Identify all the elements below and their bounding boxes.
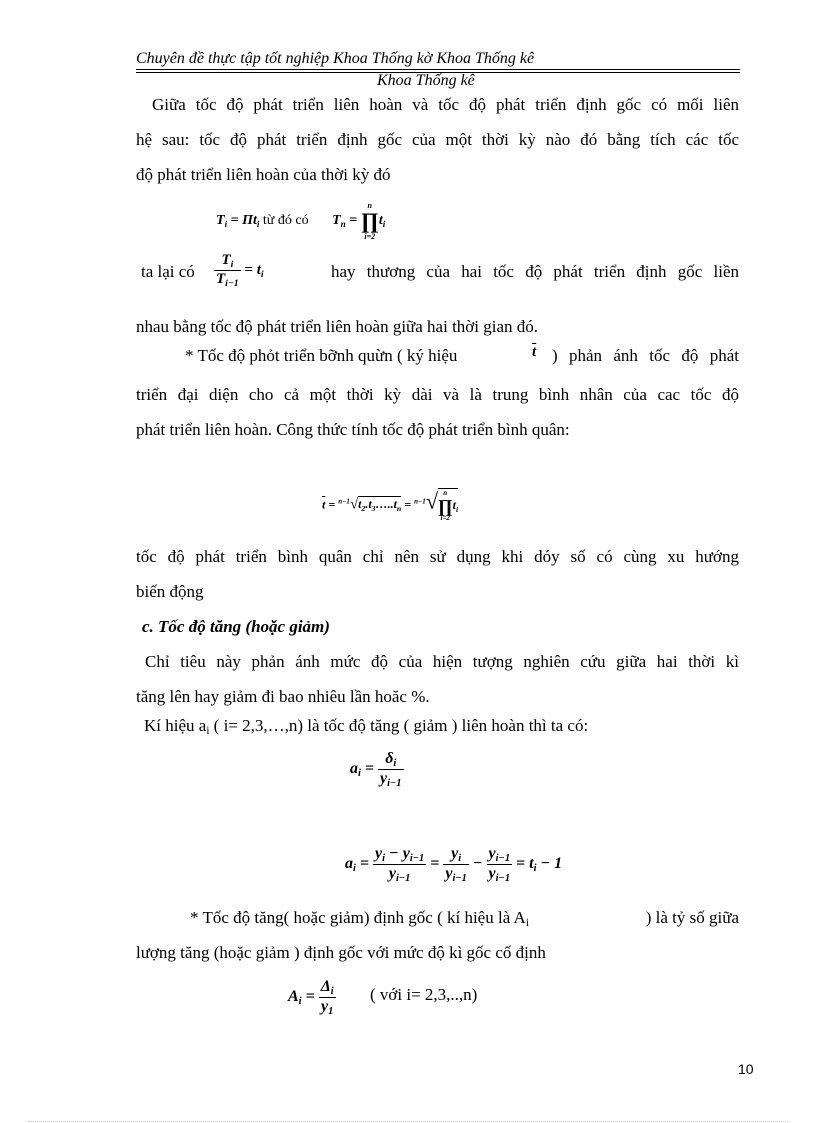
paragraph-7-line-1: * Tốc độ tăng( hoặc giảm) định gốc ( kí hiệu là $A_i$ ) là tỷ số giữa (190, 904, 739, 937)
paragraph-7-line-1b: ) là tỷ số giữa (645, 908, 739, 927)
header-line-2: Khoa Thống kê (377, 72, 475, 89)
paragraph-6: Kí hiệu $a_i$ ( i= 2,3,…,n) là tốc độ tăng ( giảm ) liên hoàn thì ta có: (144, 716, 589, 737)
header-rule-top (136, 69, 740, 70)
paragraph-6-b: ( i= 2,3,…,n) là tốc độ tăng ( giảm ) liên hoàn thì ta có: (213, 716, 589, 735)
paragraph-7-line-1a: * Tốc độ tăng( hoặc giảm) định gốc ( kí hiệu là A (190, 908, 526, 927)
formula-ai-expanded: $a_i$ = $\frac{y_i - y_{i-1}}{y_{i-1}}$ = $\frac{y_i}{y_{i-1}}$ − $\frac{y_{i-1}}{y_{i-1}}$ = $t_i - 1$ (345, 845, 563, 884)
paragraph-3-line-2: triển đại diện cho cả một thời kỳ dài và là trung bình nhân của cac tốc độ (136, 385, 739, 404)
formula-ratio-ti: $\frac{T_i}{T_{i-1}}$ = $t_i$ (216, 252, 264, 289)
formula-ai-delta: $a_i$ = $\frac{\delta_i}{y_{i-1}}$ (350, 750, 402, 789)
paragraph-5-line-1: Chỉ tiêu này phản ánh mức độ của hiện tượng nghiên cứu giữa hai thời kì (145, 652, 739, 671)
paragraph-5-line-2: tăng lên hay giảm đi bao nhiêu lần hoăc %. (136, 687, 430, 706)
paragraph-3-line-1a: * Tốc độ phỏt triển bỡnh quừn ( ký hiệu (185, 346, 458, 365)
formula-geometric-mean: $\overline{t}$ = $^{n-1}√t_2.t_3\dots..t_n = ^{n-1}√$ n ∏ i=2 $t_i$ (322, 488, 459, 522)
page-number: 10 (738, 1061, 754, 1077)
paragraph-1-line-3: độ phát triển liên hoàn của thời kỳ đó (136, 165, 391, 184)
paragraph-3-line-1b: ) phản ánh tốc độ phát (552, 346, 739, 365)
t-bar-symbol: $\overline{t}$ (532, 344, 537, 360)
paragraph-1-line-1: Giữa tốc độ phát triển liên hoàn và tốc độ phát triển định gốc có mối liên (152, 95, 739, 114)
formula-product-chain: $T_i = \Pi t_i$ từ đó có $T_n$ = n ∏ i=2 $t_i$ (216, 201, 386, 241)
paragraph-1-line-2: hệ sau: tốc độ phát triển định gốc của một thời kỳ nào đó bằng tích các tốc (136, 130, 739, 149)
section-heading-c: c. Tốc độ tăng (hoặc giảm) (142, 617, 330, 636)
paragraph-7-line-2: lượng tăng (hoặc giảm ) định gốc với mức độ kì gốc cố định (136, 943, 546, 962)
header-line-1: Chuyên đề thực tập tốt nghiệp Khoa Thống kờ Khoa Thống kê (136, 50, 535, 67)
formula-Ai: $A_i$ = $\frac{\Delta_i}{y_1}$ (288, 978, 334, 1017)
paragraph-2-rest: hay thương của hai tốc độ phát triển định gốc liền (331, 262, 739, 281)
paragraph-3-line-3: phát triển liên hoàn. Công thức tính tốc độ phát triển bình quân: (136, 420, 570, 439)
paragraph-4-line-2: biến động (136, 582, 204, 601)
paragraph-6-a: Kí hiệu a (144, 716, 207, 735)
paragraph-2-line-2: nhau bằng tốc độ phát triển liên hoàn giữa hai thời gian đó. (136, 317, 539, 336)
paragraph-4-line-1: tốc độ phát triển bình quân chỉ nên sử dụng khi dóy số có cùng xu hướng (136, 547, 739, 566)
formula-Ai-note: ( với i= 2,3,..,n) (370, 985, 478, 1004)
page-bottom-divider (28, 1121, 788, 1122)
paragraph-2-start: ta lại có (141, 262, 195, 281)
formula-connector-text: từ đó có (262, 213, 309, 229)
